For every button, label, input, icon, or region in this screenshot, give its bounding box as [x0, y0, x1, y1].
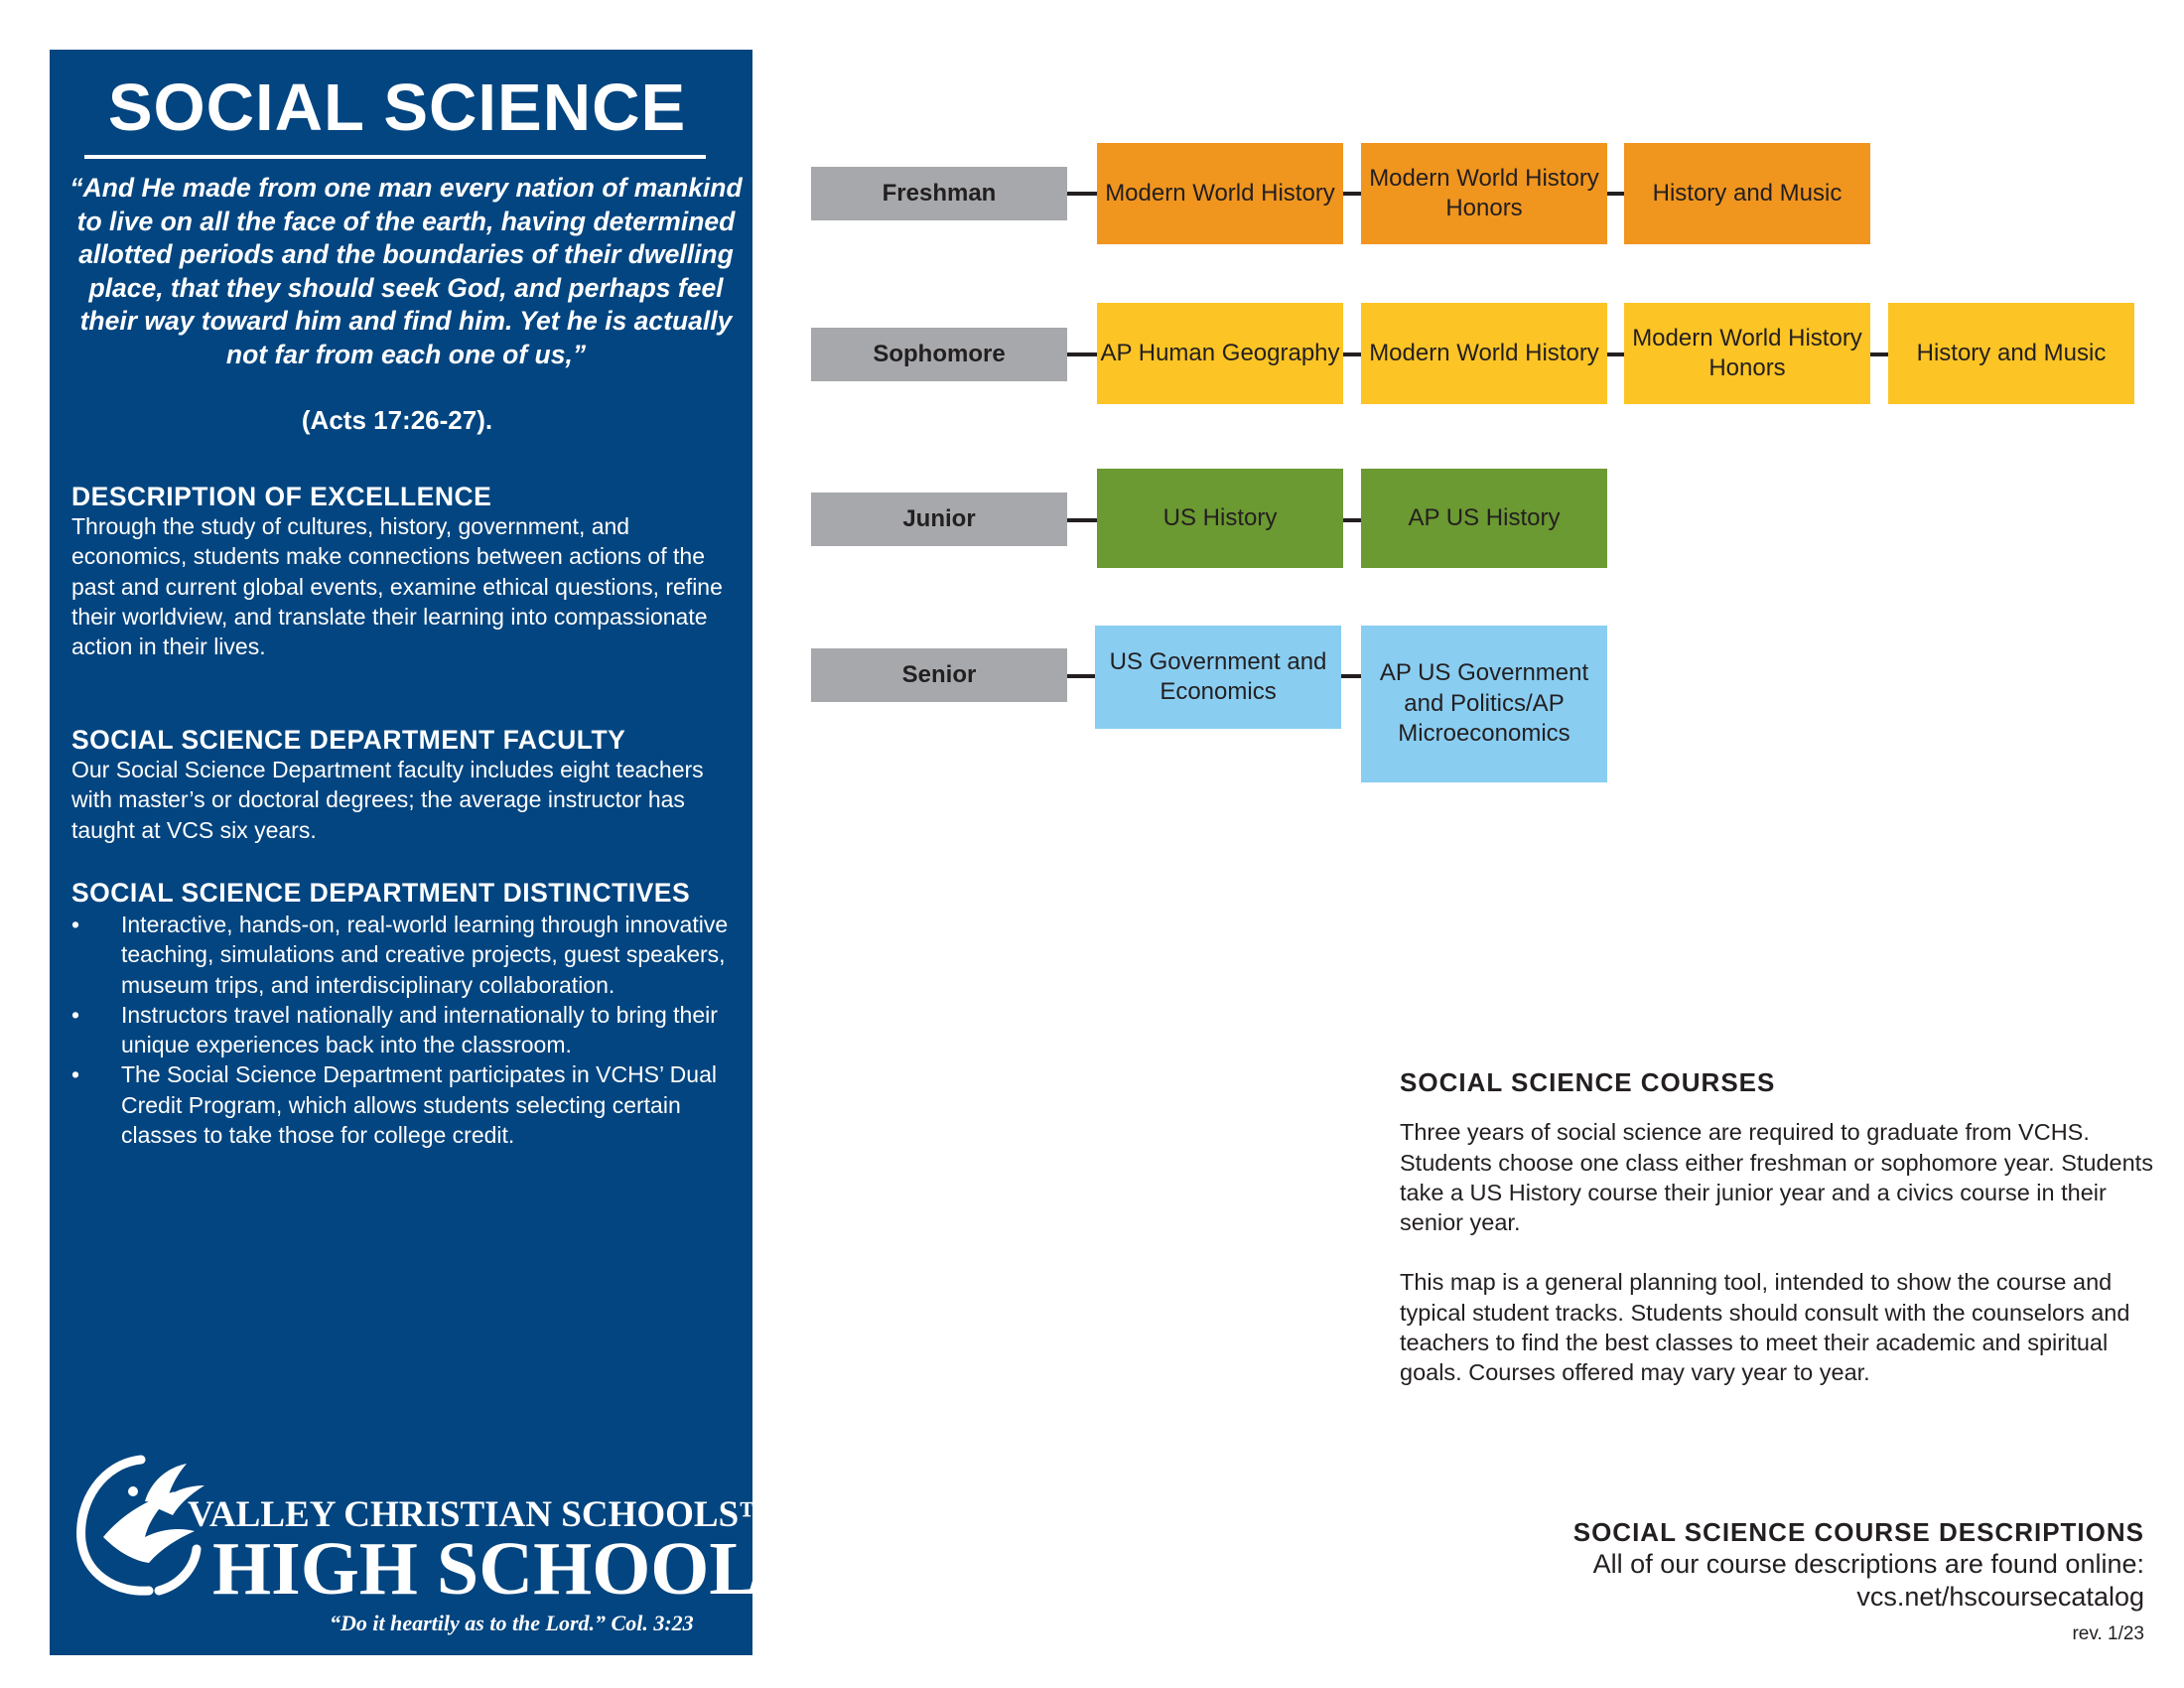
descriptions-text: All of our course descriptions are found online:	[1592, 1549, 2144, 1579]
connector	[1067, 352, 1097, 356]
connector	[1343, 352, 1361, 356]
grade-label-senior: Senior	[811, 648, 1067, 702]
list-item-text: Instructors travel nationally and internationally to bring their unique experiences back into the classroom.	[121, 1001, 718, 1058]
grade-label-sophomore: Sophomore	[811, 328, 1067, 381]
sidebar-panel	[50, 50, 776, 1655]
school-name: VALLEY CHRISTIAN SCHOOLS™	[188, 1494, 776, 1535]
scripture-quote: “And He made from one man every nation of mankind to live on all the face of the earth, having determined allotted periods and the boundaries of their dwelling place, that they should seek God, and perhaps feel their way toward him and find him. Yet he is actually not far from each one of us,”	[69, 173, 743, 369]
course-box: AP US Government and Politics/AP Microeconomics	[1361, 626, 1607, 782]
connector	[1343, 518, 1361, 522]
excellence-body: Through the study of cultures, history, government, and economics, students make connections between actions of the past and current global events, examine ethical questions, refine their worldview, and translate their learning into compassionate action in their lives.	[71, 513, 723, 660]
connector	[1607, 192, 1624, 196]
excellence-heading: DESCRIPTION OF EXCELLENCE	[71, 482, 492, 511]
connector	[1067, 674, 1095, 678]
list-item	[71, 1059, 747, 1150]
faculty-body: Our Social Science Department faculty includes eight teachers with master’s or doctoral degrees; the average instructor has taught at VCS six years.	[71, 757, 704, 843]
faculty-section	[71, 725, 737, 845]
connector	[1607, 352, 1624, 356]
descriptions-heading: SOCIAL SCIENCE COURSE DESCRIPTIONS	[1572, 1517, 2144, 1547]
course-box: US Government and Economics	[1095, 626, 1341, 729]
connector	[1343, 192, 1361, 196]
school-division: HIGH SCHOOL	[212, 1527, 760, 1611]
connector	[1067, 192, 1097, 196]
distinctives-list	[71, 910, 747, 1150]
courses-paragraph: Three years of social science are required to graduate from VCHS. Students choose one class either freshman or sophomore year. Students take a US History course their junior year and a civics course in their senior year.	[1400, 1119, 2153, 1236]
course-box: Modern World History	[1097, 143, 1343, 244]
course-box: AP US History	[1361, 469, 1607, 568]
courses-heading: SOCIAL SCIENCE COURSES	[1400, 1067, 1776, 1097]
course-box: Modern World History	[1361, 303, 1607, 404]
bullet-icon: •	[71, 912, 80, 937]
bullet-icon: •	[71, 1061, 80, 1088]
revision-note: rev. 1/23	[2072, 1623, 2144, 1644]
course-box: Modern World History Honors	[1624, 303, 1870, 404]
course-box: History and Music	[1624, 143, 1870, 244]
connector	[1341, 674, 1361, 678]
distinctives-heading: SOCIAL SCIENCE DEPARTMENT DISTINCTIVES	[71, 878, 691, 908]
list-item	[71, 1000, 747, 1060]
courses-info	[1400, 1067, 2164, 1388]
course-box: AP Human Geography	[1097, 303, 1343, 404]
course-catalog-link[interactable]: vcs.net/hscoursecatalog	[1856, 1582, 2144, 1612]
grade-label-freshman: Freshman	[811, 167, 1067, 220]
course-box: History and Music	[1888, 303, 2134, 404]
faculty-heading: SOCIAL SCIENCE DEPARTMENT FACULTY	[71, 725, 626, 755]
scripture-citation: (Acts 17:26-27).	[301, 405, 493, 435]
distinctives-heading-wrap	[71, 878, 737, 908]
page-title: SOCIAL SCIENCE	[107, 70, 687, 145]
excellence-section	[71, 482, 737, 661]
list-item-text: The Social Science Department participates in VCHS’ Dual Credit Program, which allows students selecting certain classes to take those for college credit.	[121, 1061, 717, 1149]
title-divider	[84, 155, 706, 159]
course-box: Modern World History Honors	[1361, 143, 1607, 244]
grade-label-junior: Junior	[811, 492, 1067, 546]
connector	[1870, 352, 1888, 356]
connector	[1067, 518, 1097, 522]
course-box: US History	[1097, 469, 1343, 568]
list-item-text: Interactive, hands-on, real-world learning through innovative teaching, simulations and creative projects, guest speakers, museum trips, and interdisciplinary collaboration.	[121, 912, 729, 998]
courses-paragraph: This map is a general planning tool, intended to show the course and typical student tracks. Students should consult with the counselors and teachers to find the best classes to meet their academic and spiritual goals. Courses offered may vary year to year.	[1400, 1269, 2130, 1386]
list-item	[71, 910, 747, 1000]
school-motto: “Do it heartily as to the Lord.” Col. 3:23	[330, 1611, 694, 1635]
bullet-icon: •	[71, 1001, 80, 1028]
school-logo	[64, 1442, 776, 1640]
